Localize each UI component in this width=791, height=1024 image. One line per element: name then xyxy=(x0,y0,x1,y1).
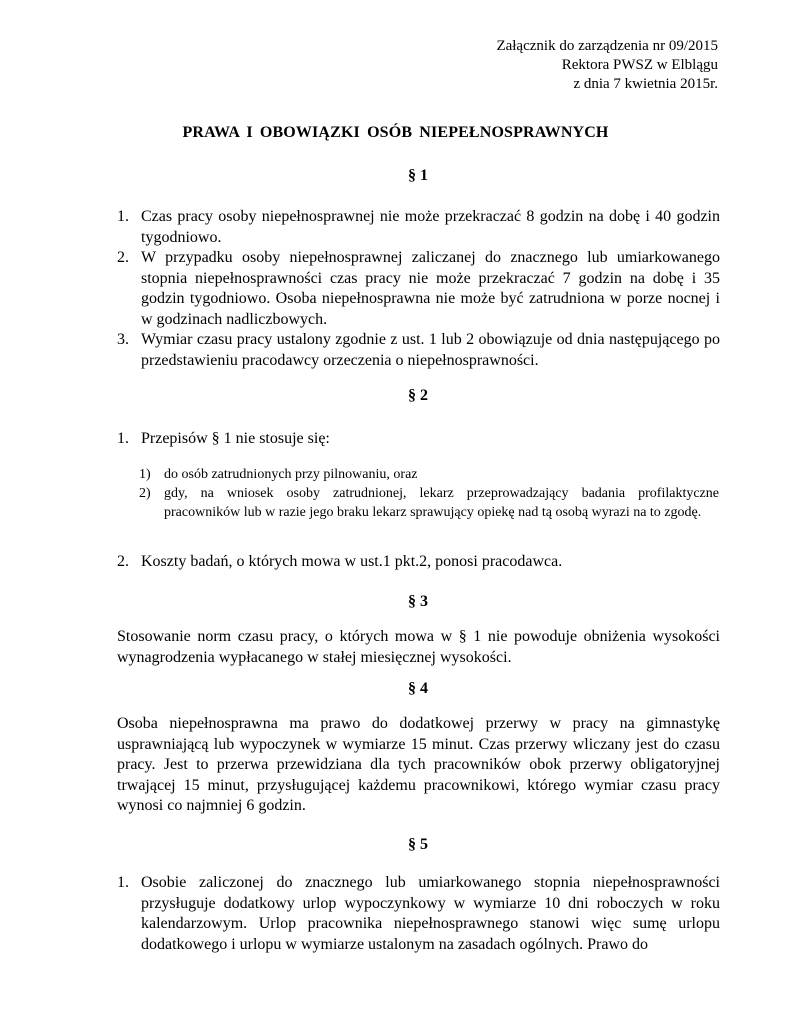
item-text: Koszty badań, o których mowa w ust.1 pkt.2, ponosi pracodawca. xyxy=(141,553,563,570)
item-text: Wymiar czasu pracy ustalony zgodnie z ust. 1 lub 2 obowiązuje od dnia następującego po przedstawieniu pracodawcy orzeczenia o niepełnosprawności. xyxy=(141,331,720,369)
header-line-1: Załącznik do zarządzenia nr 09/2015 xyxy=(496,38,718,54)
section-3-heading: § 3 xyxy=(408,593,428,610)
list-item xyxy=(117,207,720,248)
item-number: 2. xyxy=(117,553,129,570)
section-1-heading: § 1 xyxy=(408,167,428,184)
item-number: 3. xyxy=(117,331,129,348)
item-text: W przypadku osoby niepełnosprawnej zaliczanej do znacznego lub umiarkowanego stopnia niepełnosprawności czas pracy nie może przekraczać 7 godzin na dobę i 35 godzin tygodniowo. Osoba niepełnosprawna nie może być zatrudniona w porze nocnej i w godzinach nadliczbowych. xyxy=(141,249,720,328)
item-number: 1. xyxy=(117,430,129,447)
document-title: PRAWA I OBOWIĄZKI OSÓB NIEPEŁNOSPRAWNYCH xyxy=(182,124,609,141)
section-2-heading: § 2 xyxy=(408,387,428,404)
sub-item-text: gdy, na wniosek osoby zatrudnionej, lekarz przeprowadzający badania profilaktyczne pracowników lub w razie jego braku lekarz sprawujący opiekę nad tą osobą wyrazi na to zgodę. xyxy=(164,486,719,520)
sub-item-text: do osób zatrudnionych przy pilnowaniu, oraz xyxy=(164,467,418,482)
list-item xyxy=(117,552,720,573)
item-text: Czas pracy osoby niepełnosprawnej nie może przekraczać 8 godzin na dobę i 40 godzin tygodniowo. xyxy=(141,208,720,246)
item-number: 1. xyxy=(117,874,129,891)
section-5-list xyxy=(117,873,720,955)
header-line-3: z dnia 7 kwietnia 2015r. xyxy=(573,76,718,92)
section-2-sublist xyxy=(139,465,719,522)
attachment-header xyxy=(496,37,718,94)
sub-list-item xyxy=(139,465,719,484)
list-item xyxy=(117,248,720,330)
sub-item-number: 1) xyxy=(139,467,151,482)
sub-item-number: 2) xyxy=(139,486,151,501)
section-3-text: Stosowanie norm czasu pracy, o których mowa w § 1 nie powoduje obniżenia wysokości wynagrodzenia wypłacanego w stałej miesięcznej wysokości. xyxy=(117,628,720,666)
list-item xyxy=(117,429,720,450)
section-5-heading: § 5 xyxy=(408,836,428,853)
header-line-2: Rektora PWSZ w Elblągu xyxy=(561,57,718,73)
section-2-list xyxy=(117,429,720,450)
list-item xyxy=(117,330,720,371)
section-4-text: Osoba niepełnosprawna ma prawo do dodatkowej przerwy w pracy na gimnastykę usprawniającą lub wypoczynek w wymiarze 15 minut. Czas przerwy wliczany jest do czasu pracy. Jest to przerwa przewidziana dla tych pracowników obok przerwy obligatoryjnej trwającej 15 minut, przysługującej każdemu pracownikowi, którego wymiar czasu pracy wynosi co najmniej 6 godzin. xyxy=(117,715,720,814)
sub-list-item xyxy=(139,484,719,522)
list-item xyxy=(117,873,720,955)
section-1-list xyxy=(117,207,720,371)
section-4-heading: § 4 xyxy=(408,680,428,697)
item-text: Przepisów § 1 nie stosuje się: xyxy=(141,430,330,447)
item-text: Osobie zaliczonej do znacznego lub umiarkowanego stopnia niepełnosprawności przysługuje dodatkowy urlop wypoczynkowy w wymiarze 10 dni roboczych w roku kalendarzowym. Urlop pracownika niepełnosprawnego stanowi więc sumę urlopu dodatkowego i urlopu w wymiarze ustalonym na zasadach ogólnych. Prawo do xyxy=(141,874,720,953)
item-number: 1. xyxy=(117,208,129,225)
item-number: 2. xyxy=(117,249,129,266)
section-2-list-continued xyxy=(117,552,720,573)
